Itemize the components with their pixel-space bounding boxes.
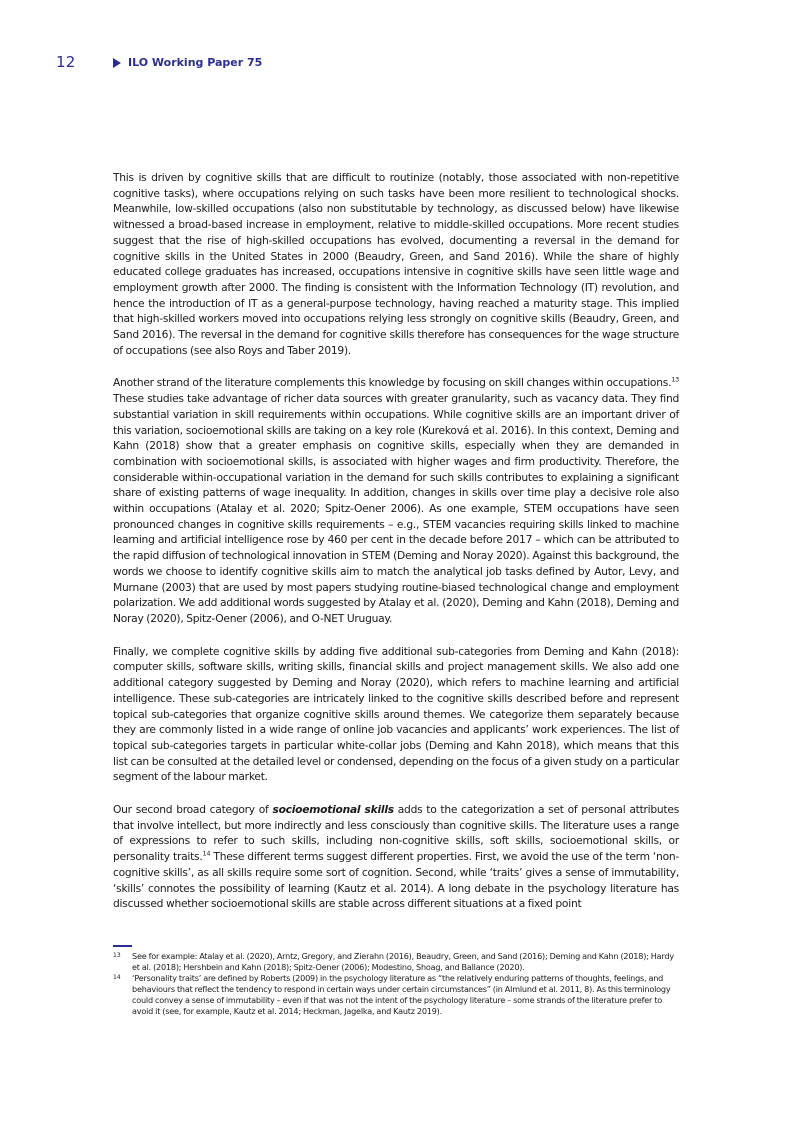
footnote-ref-14[interactable]: 14 xyxy=(202,849,211,858)
footnote-text: ‘Personality traits’ are defined by Roberts (2009) in the psychology literature as “the relatively enduring patterns of thoughts, feelings, and behaviours that reflect the tendency to respond in certain ways under certain circumstances” (in Almlund et al. 2011, 8). As this terminology could convey a sense of immutability – even if that was not the intent of the psychology literature – some strands of the literature prefer to avoid it (see, for example, Kautz et al. 2014; Heckman, Jagelka, and Kautz 2019). xyxy=(132,972,671,1016)
footnote-rule xyxy=(113,945,132,947)
running-header xyxy=(113,56,262,69)
triangle-marker-icon xyxy=(113,58,121,68)
paragraph-4-part-a: Our second broad category of xyxy=(113,803,273,817)
paragraph-1: This is driven by cognitive skills that are difficult to routinize (notably, those associated with non-repetitive cognitive tasks), where occupations relying on such tasks have been more resilient to technological shocks. Meanwhile, low-skilled occupations (also non substitutable by technology, as discussed below) have likewise witnessed a broad-based increase in employment, relative to middle-skilled occupations. More recent studies suggest that the rise of high-skilled occupations has evolved, documenting a reversal in the demand for cognitive skills in the United States in 2000 (Beaudry, Green, and Sand 2016). While the share of highly educated college graduates has increased, occupations intensive in cognitive skills have seen little wage and employment growth after 2000. The finding is consistent with the Information Technology (IT) revolution, and hence the introduction of IT as a general-purpose technology, having reached a maturity stage. This implied that high-skilled workers moved into occupations relying less strongly on cognitive skills (Beaudry, Green, and Sand 2016). The reversal in the demand for cognitive skills therefore has consequences for the wage structure of occupations (see also Roys and Taber 2019). xyxy=(113,171,679,357)
paragraph-4 xyxy=(113,802,679,912)
footnote xyxy=(113,973,679,1017)
footnote-number: 14 xyxy=(113,973,121,981)
keyword-socioemotional-skills: socioemotional skills xyxy=(272,803,394,817)
paragraph-4-part-c: These different terms suggest different properties. First, we avoid the use of the term ‘non-cognitive skills’, as all skills require some sort of cognition. Second, while ‘traits’ gives a sense of immutability, ‘skills’ connotes the possibility of learning (Kautz et al. 2014). A long debate in the psychology literature has discussed whether socioemotional skills are stable across different situations at a fixed point xyxy=(113,850,679,911)
footnote xyxy=(113,951,679,973)
footnotes xyxy=(113,951,679,1016)
footnote-text: See for example: Atalay et al. (2020), Arntz, Gregory, and Zierahn (2016), Beaudry, Green, and Sand (2016); Deming and Kahn (2018); Hardy et al. (2018); Hershbein and Kahn (2018); Spitz-Oener (2006); Modestino, Shoag, and Ballance (2020). xyxy=(132,951,674,972)
footnote-number: 13 xyxy=(113,952,121,959)
paragraph-4-part-b: adds to the categorization a set of personal attributes that involve intellect, but more indirectly and less consciously than cognitive skills. The literature uses a range of expressions to refer to such skills, including non-cognitive skills, soft skills, socioemotional skills, or personality traits. xyxy=(113,803,680,864)
paragraph-2-part-b: These studies take advantage of richer data sources with greater granularity, such as vacancy data. They find substantial variation in skill requirements within occupations. While cognitive skills are an important driver of this variation, socioemotional skills are taking on a key role (Kureková et al. 2016). In this context, Deming and Kahn (2018) show that a greater emphasis on cognitive skills, especially when they are demanded in combination with socioemotional skills, is associated with higher wages and firm productivity. Therefore, the considerable within-occupational variation in the demand for such skills contributes to explaining a significant share of existing patterns of wage inequality. In addition, changes in skills over time play a decisive role also within occupations (Atalay et al. 2020; Spitz-Oener 2006). As one example, STEM occupations have seen pronounced changes in cognitive skills requirements – e.g., STEM vacancies requiring skills linked to machine learning and artificial intelligence rose by 460 per cent in the decade before 2017 – which can be attributed to the rapid diffusion of technological innovation in STEM (Deming and Noray 2020). Against this background, the words we choose to identify cognitive skills aim to match the analytical job tasks defined by Autor, Levy, and Murnane (2003) that are used by most papers studying routine-biased technological change and employment polarization. We add additional words suggested by Atalay et al. (2020), Deming and Kahn (2018), Deming and Noray (2020), Spitz-Oener (2006), and O-NET Uruguay. xyxy=(113,392,679,625)
running-title: ILO Working Paper 75 xyxy=(128,56,263,69)
page-number: 12 xyxy=(56,53,76,71)
body-text xyxy=(113,170,679,929)
footnote-ref-13[interactable]: 13 xyxy=(671,375,679,384)
paragraph-3: Finally, we complete cognitive skills by adding five additional sub-categories from Deming and Kahn (2018): computer skills, software skills, writing skills, financial skills and project management skills. We also add one additional category suggested by Deming and Noray (2020), which refers to machine learning and artificial intelligence. These sub-categories are intricately linked to the cognitive skills described before and represent topical sub-categories that organize cognitive skills around themes. We categorize them separately because they are commonly listed in a wide range of online job vacancies and applicants’ work experiences. The list of topical sub-categories targets in particular white-collar jobs (Deming and Kahn 2018), which means that this list can be consulted at the detailed level or condensed, depending on the focus of a given study on a particular segment of the labour market. xyxy=(113,644,679,784)
paragraph-2 xyxy=(113,375,679,626)
paragraph-2-part-a: Another strand of the literature complements this knowledge by focusing on skill changes within occupations. xyxy=(113,376,672,390)
